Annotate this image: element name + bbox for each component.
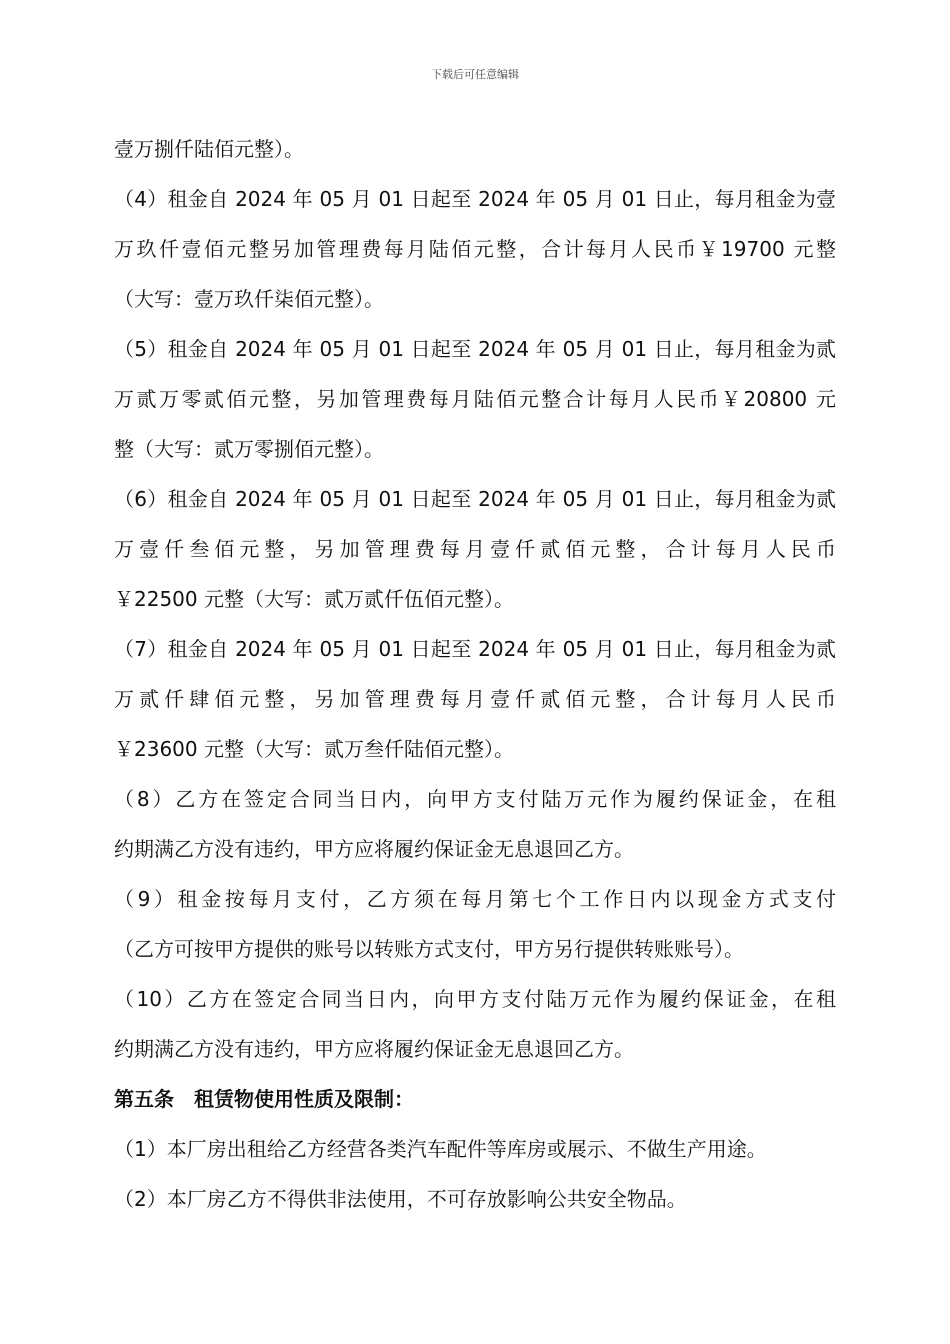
text-line: 万贰仟肆佰元整，另加管理费每月壹仟贰佰元整，合计每月人民币 [114,687,836,711]
text-line: 约期满乙方没有违约，甲方应将履约保证金无息退回乙方。 [114,837,634,861]
text-line: ￥23600 元整（大写：贰万叁仟陆佰元整）。 [114,737,514,761]
text-line: （大写：壹万玖仟柒佰元整）。 [114,287,384,311]
text-line: （5）租金自 2024 年 05 月 01 日起至 2024 年 05 月 01 日止，每月租金为贰 [114,337,836,361]
text-line: （4）租金自 2024 年 05 月 01 日起至 2024 年 05 月 01 日止，每月租金为壹 [114,187,836,211]
text-line: （6）租金自 2024 年 05 月 01 日起至 2024 年 05 月 01 日止，每月租金为贰 [114,487,836,511]
page-header: 下载后可任意编辑 [431,68,519,81]
document-body [114,124,836,1224]
text-line: （1）本厂房出租给乙方经营各类汽车配件等库房或展示、不做生产用途。 [114,1137,767,1161]
text-line: （9）租金按每月支付，乙方须在每月第七个工作日内以现金方式支付 [114,887,836,911]
text-line: 万玖仟壹佰元整另加管理费每月陆佰元整，合计每月人民币￥19700 元整 [114,237,836,261]
text-line: 壹万捌仟陆佰元整）。 [114,137,304,161]
text-line: （7）租金自 2024 年 05 月 01 日起至 2024 年 05 月 01 日止，每月租金为贰 [114,637,836,661]
text-line: （乙方可按甲方提供的账号以转账方式支付，甲方另行提供转账账号）。 [114,937,744,961]
text-line: ￥22500 元整（大写：贰万贰仟伍佰元整）。 [114,587,514,611]
text-line: （10）乙方在签定合同当日内，向甲方支付陆万元作为履约保证金，在租 [114,987,836,1011]
section-heading: 第五条 租赁物使用性质及限制： [114,1087,414,1111]
text-line: 整（大写：贰万零捌佰元整）。 [114,437,384,461]
text-line: 万壹仟叁佰元整，另加管理费每月壹仟贰佰元整，合计每月人民币 [114,537,836,561]
text-line: 万贰万零贰佰元整，另加管理费每月陆佰元整合计每月人民币￥20800 元 [114,387,836,411]
text-line: （8）乙方在签定合同当日内，向甲方支付陆万元作为履约保证金，在租 [114,787,836,811]
text-line: （2）本厂房乙方不得供非法使用，不可存放影响公共安全物品。 [114,1187,687,1211]
text-line: 约期满乙方没有违约，甲方应将履约保证金无息退回乙方。 [114,1037,634,1061]
